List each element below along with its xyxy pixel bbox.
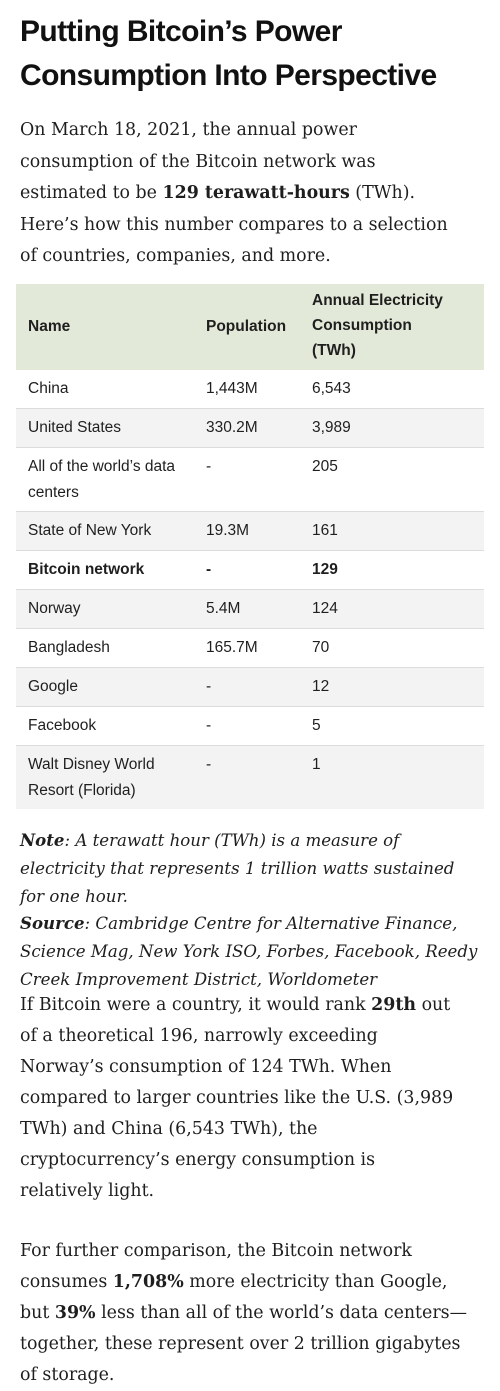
- paragraph-line: [20, 1267, 490, 1298]
- row-name: Norway: [28, 600, 81, 617]
- paragraph-text: out: [416, 995, 451, 1015]
- intro-paragraph: [20, 115, 490, 273]
- body-paragraph-comparison: [20, 1236, 490, 1391]
- header-consumption-line: Annual Electricity: [312, 292, 443, 309]
- row-population: -: [206, 458, 212, 475]
- row-consumption: 3,989: [312, 419, 351, 436]
- row-name: [28, 752, 200, 803]
- row-consumption: 205: [312, 458, 338, 475]
- paragraph-text: but: [20, 1303, 55, 1323]
- comparison-table: [16, 284, 484, 809]
- row-population: -: [206, 717, 212, 734]
- note-block: [20, 827, 490, 994]
- note-line: for one hour.: [20, 886, 128, 906]
- source-line: Science Mag, New York ISO, Forbes, Facebook, Reedy: [20, 942, 478, 962]
- table-row: [16, 668, 484, 707]
- table-row: [16, 746, 484, 809]
- row-name: Facebook: [28, 717, 97, 734]
- row-name-line: All of the world’s data: [28, 458, 176, 475]
- note-line: electricity that represents 1 trillion watts sustained: [20, 858, 455, 878]
- table-row: [16, 590, 484, 629]
- table-header: [16, 284, 484, 370]
- row-population: -: [206, 756, 212, 773]
- paragraph-text: less than all of the world’s data centers—: [95, 1303, 467, 1323]
- row-name-line: Resort (Florida): [28, 781, 136, 799]
- rank-value: 29th: [371, 995, 417, 1015]
- paragraph-line: [20, 1298, 490, 1329]
- paragraph-line: Norway’s consumption of 124 TWh. When: [20, 1057, 392, 1077]
- row-name: Bangladesh: [28, 639, 110, 656]
- row-population: 165.7M: [206, 639, 258, 656]
- header-name: Name: [28, 318, 71, 335]
- intro-text: estimated to be: [20, 183, 163, 203]
- table-row: [16, 409, 484, 448]
- intro-line: of countries, companies, and more.: [20, 246, 331, 266]
- header-consumption-line: Consumption: [312, 317, 412, 334]
- intro-line: [20, 178, 490, 210]
- paragraph-line: compared to larger countries like the U.S. (3,989: [20, 1088, 454, 1108]
- note-line: [20, 827, 490, 855]
- source-line: Creek Improvement District, Worldometer: [20, 969, 378, 989]
- row-population: -: [206, 678, 212, 695]
- table-row-bitcoin: [16, 551, 484, 590]
- datacenter-comparison-value: 39%: [54, 1303, 96, 1323]
- intro-line: consumption of the Bitcoin network was: [20, 151, 376, 172]
- row-name: China: [28, 380, 69, 397]
- table-row: [16, 370, 484, 409]
- table-row: [16, 629, 484, 668]
- paragraph-line: For further comparison, the Bitcoin network: [20, 1241, 412, 1261]
- row-consumption: 1: [312, 756, 321, 773]
- source-line: [20, 910, 490, 938]
- paragraph-line: of storage.: [20, 1365, 115, 1385]
- source-text: : Cambridge Centre for Alternative Finance,: [84, 914, 458, 934]
- row-consumption: 124: [312, 600, 338, 617]
- paragraph-line: relatively light.: [20, 1181, 155, 1201]
- row-consumption: 5: [312, 717, 321, 734]
- header-consumption: [312, 288, 443, 363]
- paragraph-line: cryptocurrency’s energy consumption is: [20, 1150, 376, 1170]
- paragraph-line: TWh) and China (6,543 TWh), the: [20, 1119, 318, 1139]
- table-row: [16, 448, 484, 512]
- google-comparison-value: 1,708%: [112, 1272, 184, 1292]
- row-consumption: 70: [312, 639, 330, 656]
- row-name: [28, 454, 200, 505]
- article-title-line-1: Putting Bitcoin’s Power: [20, 15, 342, 48]
- header-consumption-line: (TWh): [312, 342, 356, 359]
- paragraph-line: together, these represent over 2 trillion gigabytes: [20, 1334, 461, 1354]
- row-consumption: 161: [312, 522, 338, 539]
- row-population: 1,443M: [206, 380, 258, 397]
- paragraph-line: of a theoretical 196, narrowly exceeding: [20, 1026, 378, 1046]
- intro-text: (TWh).: [349, 183, 416, 203]
- header-population: Population: [206, 318, 287, 335]
- intro-line: Here’s how this number compares to a selection: [20, 214, 448, 235]
- note-text: : A terawatt hour (TWh) is a measure of: [64, 831, 400, 850]
- row-name: United States: [28, 419, 122, 436]
- row-population: 5.4M: [206, 600, 241, 617]
- article-title: [20, 10, 490, 98]
- row-consumption: 12: [312, 678, 330, 695]
- row-name-line: Walt Disney World: [28, 756, 155, 773]
- row-consumption: 129: [312, 561, 338, 578]
- row-population: 19.3M: [206, 522, 250, 539]
- paragraph-text: consumes: [20, 1272, 113, 1292]
- source-label: Source: [20, 913, 85, 934]
- row-consumption: 6,543: [312, 380, 351, 397]
- row-name: State of New York: [28, 522, 152, 539]
- row-population: -: [206, 561, 212, 578]
- body-paragraph-rank: [20, 990, 490, 1207]
- row-name-line: centers: [28, 483, 79, 501]
- paragraph-text: If Bitcoin were a country, it would rank: [20, 995, 372, 1015]
- row-name: Bitcoin network: [28, 561, 145, 578]
- intro-line: On March 18, 2021, the annual power: [20, 120, 357, 140]
- intro-highlight-value: 129 terawatt-hours: [162, 183, 350, 203]
- row-name: Google: [28, 678, 78, 695]
- table-row: [16, 707, 484, 746]
- paragraph-text: more electricity than Google,: [183, 1272, 448, 1292]
- note-label: Note: [20, 830, 65, 850]
- paragraph-line: [20, 990, 490, 1021]
- row-population: 330.2M: [206, 419, 258, 436]
- table-row: [16, 512, 484, 551]
- article-title-line-2: Consumption Into Perspective: [20, 59, 437, 92]
